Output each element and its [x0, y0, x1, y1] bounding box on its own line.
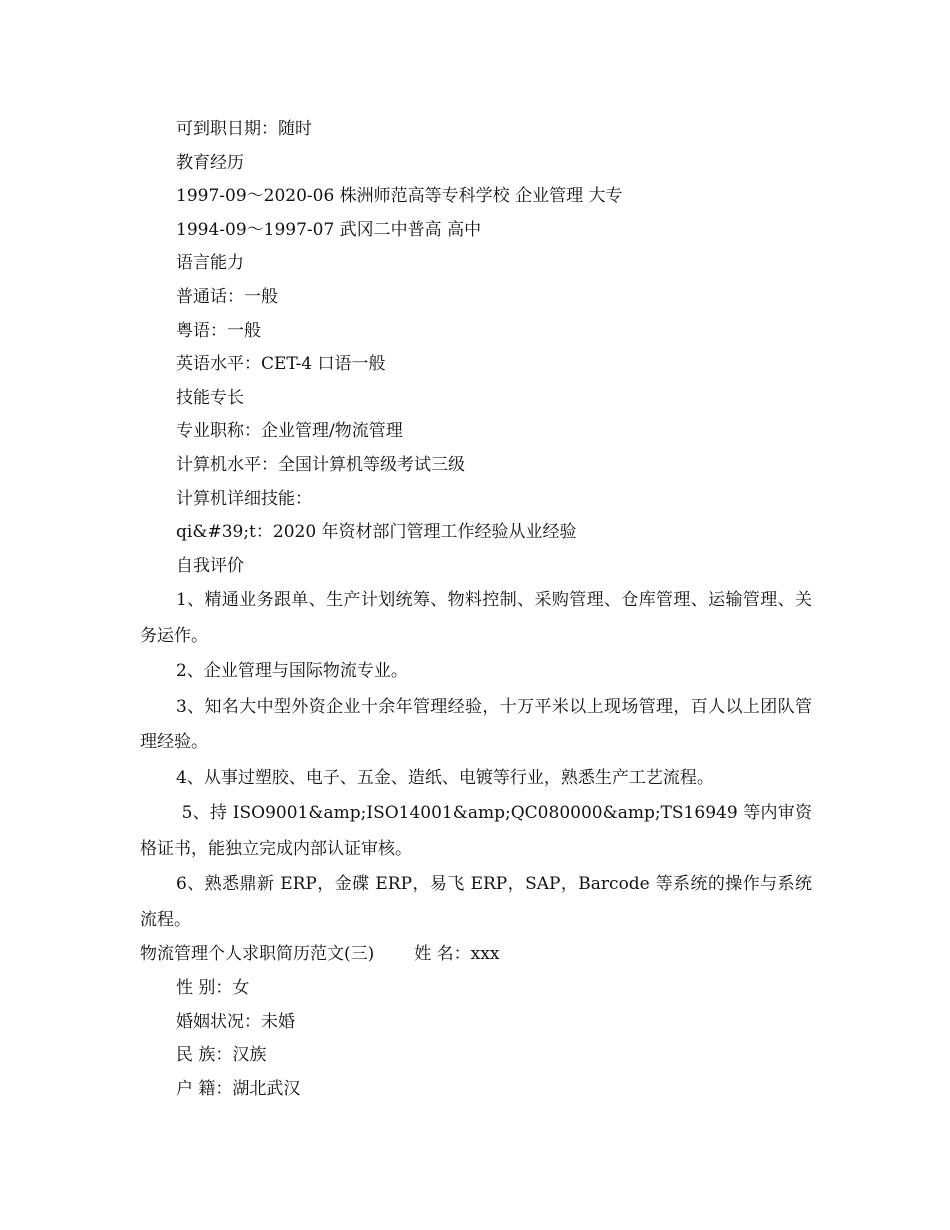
- document-body: [140, 113, 812, 1106]
- hukou-field: 户 籍：湖北武汉: [176, 1078, 301, 1099]
- ethnicity-field: 民 族：汉族: [176, 1045, 267, 1066]
- computer-skills-line: 计算机详细技能：: [176, 488, 312, 509]
- gender-field: 性 别：女: [176, 977, 250, 998]
- skills-heading: 技能专长: [176, 387, 244, 408]
- computer-level-line: 计算机水平：全国计算机等级考试三级: [176, 454, 465, 475]
- self-evaluation-item-6: 6、熟悉鼎新 ERP，金碟 ERP，易飞 ERP，SAP，Barcode 等系统的操作与系统流程。: [140, 874, 812, 930]
- education-entry-1: 1997-09～2020-06 株洲师范高等专科学校 企业管理 大专: [176, 186, 623, 207]
- resume-three-title: 物流管理个人求职简历范文(三): [140, 944, 375, 965]
- resume-three-heading-line: [140, 938, 812, 972]
- education-heading: 教育经历: [176, 152, 244, 173]
- language-heading: 语言能力: [176, 253, 244, 274]
- self-evaluation-item-1: 1、精通业务跟单、生产计划统筹、物料控制、采购管理、仓库管理、运输管理、关务运作。: [140, 590, 812, 646]
- professional-title-line: 专业职称：企业管理/物流管理: [176, 421, 403, 442]
- self-evaluation-item-5: 5、持 ISO9001&amp;ISO14001&amp;QC080000&amp;TS16949 等内审资格证书，能独立完成内部认证审核。: [140, 803, 812, 859]
- work-experience-line: qi&#39;t：2020 年资材部门管理工作经验从业经验: [176, 522, 577, 543]
- mandarin-line: 普通话：一般: [176, 286, 278, 307]
- name-field: 姓 名：xxx: [414, 944, 500, 965]
- self-evaluation-item-3: 3、知名大中型外资企业十余年管理经验，十万平米以上现场管理，百人以上团队管理经验。: [140, 696, 812, 753]
- self-evaluation-item-2: 2、企业管理与国际物流专业。: [176, 661, 408, 682]
- self-evaluation-heading: 自我评价: [176, 555, 244, 576]
- cantonese-line: 粤语：一般: [176, 320, 261, 341]
- education-entry-2: 1994-09～1997-07 武冈二中普高 高中: [176, 219, 482, 240]
- self-evaluation-item-4: 4、从事过塑胶、电子、五金、造纸、电镀等行业，熟悉生产工艺流程。: [176, 767, 714, 788]
- marital-status-field: 婚姻状况：未婚: [176, 1011, 295, 1032]
- availability-line: 可到职日期：随时: [176, 119, 312, 139]
- english-line: 英语水平：CET-4 口语一般: [176, 354, 386, 375]
